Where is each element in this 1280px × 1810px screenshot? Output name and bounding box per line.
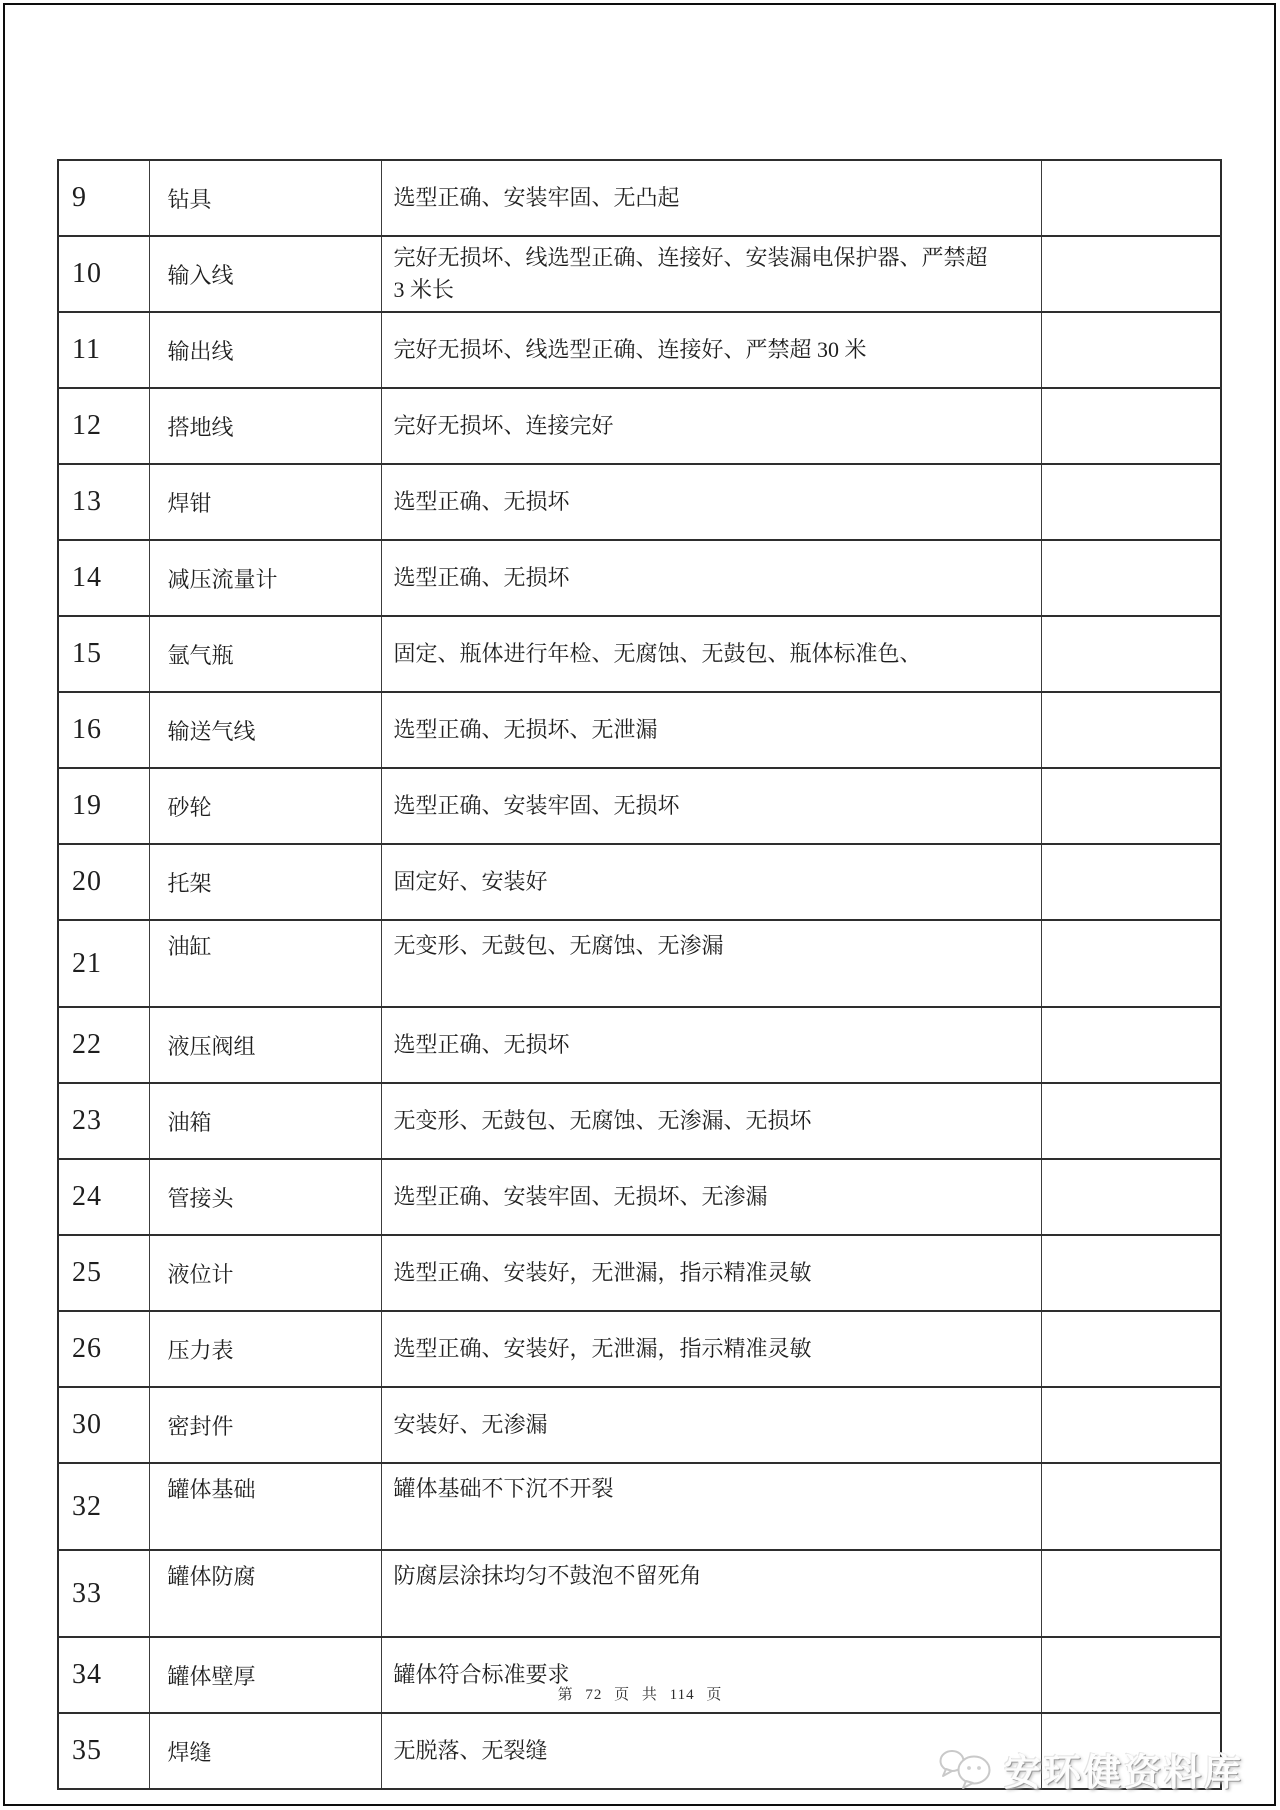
table-row	[58, 1311, 1221, 1387]
item-name: 砂轮	[149, 768, 381, 844]
row-number: 9	[58, 160, 149, 236]
item-name: 罐体防腐	[149, 1550, 381, 1637]
inspection-criteria: 选型正确、安装好，无泄漏，指示精准灵敏	[381, 1235, 1041, 1311]
inspection-criteria: 完好无损坏、线选型正确、连接好、严禁超 30 米	[381, 312, 1041, 388]
table-row	[58, 1007, 1221, 1083]
table-row	[58, 616, 1221, 692]
item-name: 管接头	[149, 1159, 381, 1235]
result-cell-empty	[1041, 160, 1221, 236]
item-name: 焊缝	[149, 1713, 381, 1789]
inspection-criteria: 完好无损坏、线选型正确、连接好、安装漏电保护器、严禁超 3 米长	[381, 236, 1041, 312]
table-row	[58, 844, 1221, 920]
result-cell-empty	[1041, 692, 1221, 768]
watermark-text: 安环健资料库	[1004, 1752, 1244, 1793]
inspection-criteria: 固定好、安装好	[381, 844, 1041, 920]
inspection-criteria: 安装好、无渗漏	[381, 1387, 1041, 1463]
inspection-criteria: 无变形、无鼓包、无腐蚀、无渗漏	[381, 920, 1041, 1007]
item-name: 输出线	[149, 312, 381, 388]
item-name: 托架	[149, 844, 381, 920]
item-name: 密封件	[149, 1387, 381, 1463]
item-name: 液压阀组	[149, 1007, 381, 1083]
result-cell-empty	[1041, 1007, 1221, 1083]
result-cell-empty	[1041, 768, 1221, 844]
item-name: 油缸	[149, 920, 381, 1007]
inspection-criteria: 防腐层涂抹均匀不鼓泡不留死角	[381, 1550, 1041, 1637]
result-cell-empty	[1041, 1159, 1221, 1235]
item-name: 输入线	[149, 236, 381, 312]
row-number: 20	[58, 844, 149, 920]
result-cell-empty	[1041, 1463, 1221, 1550]
item-name: 罐体壁厚	[149, 1637, 381, 1713]
row-number: 24	[58, 1159, 149, 1235]
chat-bubbles-icon	[938, 1747, 994, 1791]
item-name: 焊钳	[149, 464, 381, 540]
inspection-criteria: 选型正确、安装牢固、无损坏、无渗漏	[381, 1159, 1041, 1235]
item-name: 压力表	[149, 1311, 381, 1387]
row-number: 30	[58, 1387, 149, 1463]
item-name: 罐体基础	[149, 1463, 381, 1550]
item-name: 液位计	[149, 1235, 381, 1311]
inspection-criteria: 选型正确、无损坏	[381, 1007, 1041, 1083]
table-row	[58, 920, 1221, 1007]
table-row	[58, 312, 1221, 388]
inspection-criteria: 罐体符合标准要求	[381, 1637, 1041, 1713]
table-row	[58, 1550, 1221, 1637]
result-cell-empty	[1041, 464, 1221, 540]
table-row	[58, 1235, 1221, 1311]
row-number: 15	[58, 616, 149, 692]
row-number: 13	[58, 464, 149, 540]
table-row	[58, 236, 1221, 312]
row-number: 12	[58, 388, 149, 464]
item-name: 搭地线	[149, 388, 381, 464]
row-number: 25	[58, 1235, 149, 1311]
result-cell-empty	[1041, 388, 1221, 464]
result-cell-empty	[1041, 1550, 1221, 1637]
table-row	[58, 464, 1221, 540]
table-row	[58, 1083, 1221, 1159]
row-number: 35	[58, 1713, 149, 1789]
row-number: 21	[58, 920, 149, 1007]
result-cell-empty	[1041, 616, 1221, 692]
row-number: 14	[58, 540, 149, 616]
item-name: 钻具	[149, 160, 381, 236]
inspection-criteria: 无脱落、无裂缝	[381, 1713, 1041, 1789]
table-row	[58, 540, 1221, 616]
item-name: 减压流量计	[149, 540, 381, 616]
row-number: 32	[58, 1463, 149, 1550]
row-number: 10	[58, 236, 149, 312]
inspection-criteria: 选型正确、无损坏、无泄漏	[381, 692, 1041, 768]
inspection-criteria: 选型正确、安装好，无泄漏，指示精准灵敏	[381, 1311, 1041, 1387]
table-row	[58, 1159, 1221, 1235]
result-cell-empty	[1041, 844, 1221, 920]
inspection-criteria: 无变形、无鼓包、无腐蚀、无渗漏、无损坏	[381, 1083, 1041, 1159]
table-row	[58, 388, 1221, 464]
result-cell-empty	[1041, 1083, 1221, 1159]
result-cell-empty	[1041, 1311, 1221, 1387]
row-number: 11	[58, 312, 149, 388]
inspection-criteria: 选型正确、无损坏	[381, 464, 1041, 540]
inspection-criteria: 选型正确、无损坏	[381, 540, 1041, 616]
page-number-footer: 第 72 页 共 114 页	[557, 1687, 723, 1703]
table-row	[58, 1387, 1221, 1463]
item-name: 输送气线	[149, 692, 381, 768]
inspection-criteria: 选型正确、安装牢固、无凸起	[381, 160, 1041, 236]
result-cell-empty	[1041, 1235, 1221, 1311]
row-number: 33	[58, 1550, 149, 1637]
result-cell-empty	[1041, 312, 1221, 388]
row-number: 26	[58, 1311, 149, 1387]
row-number: 23	[58, 1083, 149, 1159]
inspection-checklist-table	[57, 159, 1222, 1790]
inspection-criteria: 罐体基础不下沉不开裂	[381, 1463, 1041, 1550]
row-number: 22	[58, 1007, 149, 1083]
result-cell-empty	[1041, 920, 1221, 1007]
result-cell-empty	[1041, 236, 1221, 312]
inspection-criteria: 选型正确、安装牢固、无损坏	[381, 768, 1041, 844]
result-cell-empty	[1041, 540, 1221, 616]
result-cell-empty	[1041, 1387, 1221, 1463]
inspection-criteria: 完好无损坏、连接完好	[381, 388, 1041, 464]
table-row	[58, 160, 1221, 236]
item-name: 氩气瓶	[149, 616, 381, 692]
checklist-body	[58, 160, 1221, 1789]
watermark	[938, 1742, 1244, 1796]
row-number: 19	[58, 768, 149, 844]
table-row	[58, 768, 1221, 844]
item-name: 油箱	[149, 1083, 381, 1159]
table-row	[58, 692, 1221, 768]
inspection-criteria: 固定、瓶体进行年检、无腐蚀、无鼓包、瓶体标准色、	[381, 616, 1041, 692]
row-number: 16	[58, 692, 149, 768]
row-number: 34	[58, 1637, 149, 1713]
table-row	[58, 1463, 1221, 1550]
